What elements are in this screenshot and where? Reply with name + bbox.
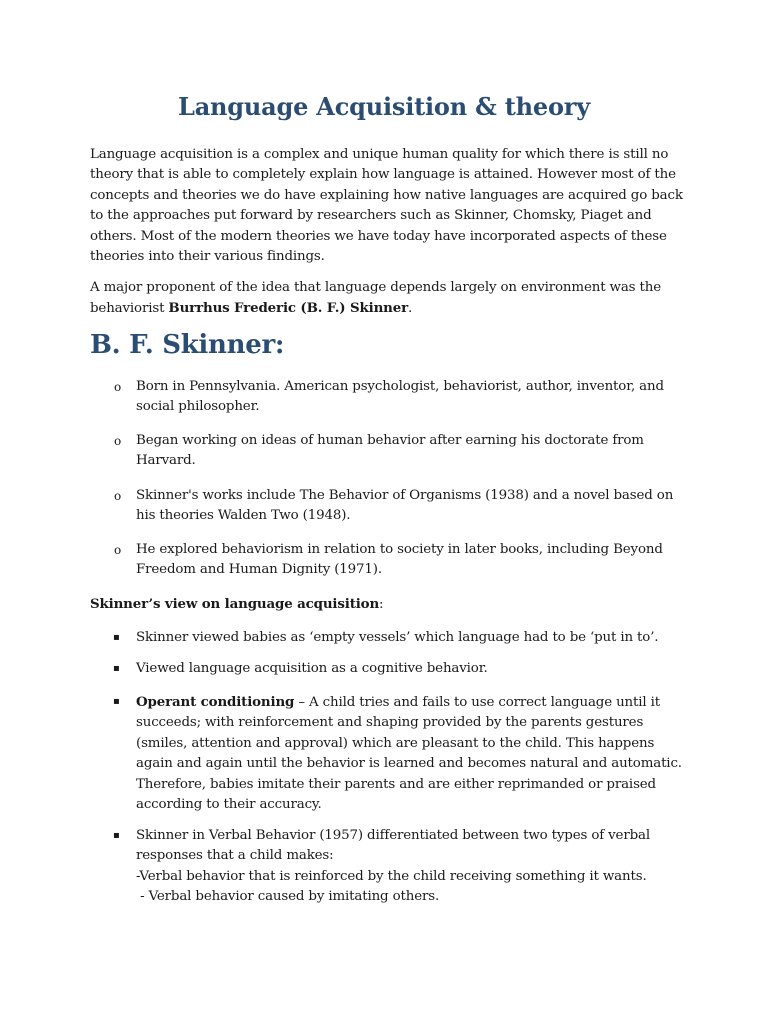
proponent-paragraph [90, 278, 680, 320]
intro-line: to the approaches put forward by researchers such as Skinner, Chomsky, Piaget and [90, 208, 652, 224]
proponent-suffix: . [408, 301, 413, 317]
intro-line: theories into their various findings. [90, 249, 325, 265]
intro-line: others. Most of the modern theories we have today have incorporated aspects of these [90, 228, 667, 244]
intro-line: theory that is able to completely explain how language is attained. However most of the [90, 167, 676, 183]
operant-conditioning-rest: – A child tries and fails to use correct language until it [294, 695, 660, 710]
bullet-line: responses that a child makes: [136, 848, 334, 864]
bullet-text [136, 659, 681, 679]
bullet-circle-icon: o [114, 434, 122, 448]
bullet-line: succeeds; with reinforcement and shaping provided by the parents gestures [136, 715, 644, 731]
intro-paragraph [90, 145, 683, 267]
bullet-line: Born in Pennsylvania. American psychologist, behaviorist, author, inventor, and [136, 379, 664, 394]
bullet-line: He explored behaviorism in relation to society in later books, including Beyond [136, 542, 663, 557]
bullet-line: Freedom and Human Dignity (1971). [136, 562, 382, 578]
bullet-line: again and again until the behavior is learned and becomes natural and automatic. [136, 756, 682, 772]
bullet-square-icon: ▪ [113, 663, 120, 674]
proponent-name: Burrhus Frederic (B. F.) Skinner [168, 300, 409, 317]
bullet-line: his theories Walden Two (1948). [136, 508, 351, 524]
bullet-line: - Verbal behavior caused by imitating others. [136, 889, 440, 905]
bullet-line: Skinner viewed babies as ‘empty vessels’ which language had to be ‘put in to’. [136, 630, 659, 645]
operant-conditioning-term: Operant conditioning [136, 694, 295, 710]
bullet-square-icon: ▪ [113, 696, 120, 707]
bullet-text [136, 486, 681, 527]
bullet-line: Harvard. [136, 453, 196, 469]
subheading-skinner-view [90, 594, 383, 615]
bullet-line: Skinner's works include The Behavior of Organisms (1938) and a novel based on [136, 488, 674, 503]
bullet-circle-icon: o [114, 489, 122, 503]
bullet-text [136, 692, 681, 815]
subheading-text: Skinner’s view on language acquisition [90, 596, 380, 612]
bullet-line: Skinner in Verbal Behavior (1957) differentiated between two types of verbal [136, 828, 650, 843]
intro-line: Language acquisition is a complex and unique human quality for which there is still no [90, 147, 669, 162]
bullet-line: Therefore, babies imitate their parents and are either reprimanded or praised [136, 776, 656, 792]
bullet-line: Began working on ideas of human behavior after earning his doctorate from [136, 433, 644, 448]
bullet-line [136, 692, 681, 713]
bullet-circle-icon: o [114, 543, 122, 557]
bullet-text [136, 826, 681, 908]
intro-line: concepts and theories we do have explaining how native languages are acquired go back [90, 187, 683, 203]
bullet-line: -Verbal behavior that is reinforced by the child receiving something it wants. [136, 868, 647, 884]
bullet-text [136, 431, 681, 472]
bullet-line: Viewed language acquisition as a cognitive behavior. [136, 661, 488, 676]
bullet-text [136, 377, 681, 418]
proponent-line [90, 298, 680, 319]
bullet-text [136, 540, 681, 581]
bullet-square-icon: ▪ [113, 632, 120, 643]
bullet-text [136, 628, 681, 648]
bullet-circle-icon: o [114, 380, 122, 394]
bullet-line: (smiles, attention and approval) which are pleasant to the child. This happens [136, 735, 655, 751]
proponent-line: A major proponent of the idea that language depends largely on environment was the [90, 280, 661, 295]
document-title: Language Acquisition & theory [178, 92, 590, 121]
bullet-square-icon: ▪ [113, 830, 120, 841]
proponent-prefix: behaviorist [90, 301, 169, 317]
bullet-line: according to their accuracy. [136, 797, 322, 813]
subheading-colon: : [379, 597, 384, 612]
section-heading-skinner: B. F. Skinner: [90, 330, 285, 360]
bullet-line: social philosopher. [136, 399, 260, 415]
